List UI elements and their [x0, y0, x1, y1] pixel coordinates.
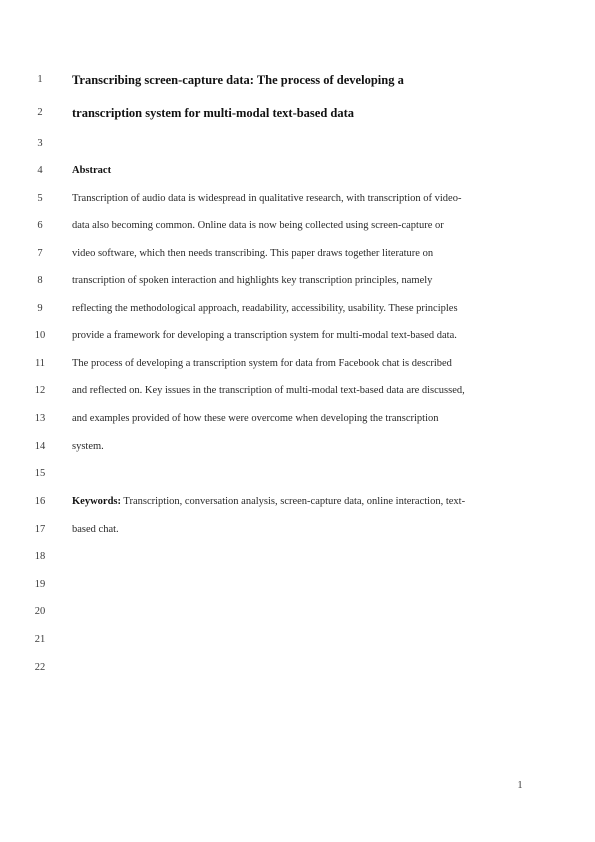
abstract-line: video software, which then needs transcribing. This paper draws together literature on — [72, 248, 434, 259]
line-number: 13 — [34, 413, 46, 424]
manuscript-line — [0, 72, 595, 88]
manuscript-line — [0, 328, 595, 344]
abstract-line: transcription of spoken interaction and highlights key transcription principles, namely — [72, 275, 433, 286]
line-number: 21 — [34, 634, 46, 645]
page-number: 1 — [517, 780, 523, 791]
line-number: 3 — [37, 138, 43, 149]
manuscript-line — [0, 105, 595, 121]
line-number: 10 — [34, 330, 46, 341]
manuscript-line — [0, 383, 595, 399]
manuscript-line — [0, 356, 595, 372]
manuscript-line — [0, 632, 595, 648]
keywords-line: based chat. — [72, 524, 119, 535]
line-number: 7 — [37, 248, 43, 259]
manuscript-line — [0, 273, 595, 289]
manuscript-line — [0, 522, 595, 538]
line-number: 14 — [34, 441, 46, 452]
abstract-line: reflecting the methodological approach, readability, accessibility, usability. These principles — [72, 303, 458, 314]
paper-title-line-2: transcription system for multi-modal text-based data — [72, 106, 355, 120]
manuscript-line — [0, 411, 595, 427]
abstract-line: and reflected on. Key issues in the transcription of multi-modal text-based data are discussed, — [72, 385, 465, 396]
manuscript-line — [0, 549, 595, 565]
line-number: 12 — [34, 385, 46, 396]
line-number: 1 — [37, 74, 43, 85]
keywords-line: Transcription, conversation analysis, screen-capture data, online interaction, text- — [121, 496, 466, 507]
manuscript-line — [0, 577, 595, 593]
line-number: 20 — [34, 606, 46, 617]
manuscript-line — [0, 246, 595, 262]
abstract-line: provide a framework for developing a transcription system for multi-modal text-based data. — [72, 330, 457, 341]
line-number: 8 — [37, 275, 43, 286]
abstract-line: Transcription of audio data is widespread in qualitative research, with transcription of video- — [72, 193, 462, 204]
abstract-line: and examples provided of how these were overcome when developing the transcription — [72, 413, 439, 424]
paper-title-line-1: Transcribing screen-capture data: The process of developing a — [72, 73, 404, 87]
line-number: 9 — [37, 303, 43, 314]
manuscript-line — [0, 439, 595, 455]
line-number: 22 — [34, 662, 46, 673]
manuscript-line — [0, 136, 595, 152]
manuscript-line — [0, 191, 595, 207]
keywords-label: Keywords: — [72, 496, 121, 507]
abstract-line: data also becoming common. Online data is now being collected using screen-capture or — [72, 220, 444, 231]
abstract-heading: Abstract — [72, 165, 112, 176]
manuscript-line — [0, 604, 595, 620]
line-number: 16 — [34, 496, 46, 507]
keywords — [72, 494, 532, 510]
manuscript-line — [0, 660, 595, 676]
line-number: 18 — [34, 551, 46, 562]
line-number: 6 — [37, 220, 43, 231]
line-number: 11 — [34, 358, 46, 369]
line-number: 2 — [37, 107, 43, 118]
line-number: 17 — [34, 524, 46, 535]
manuscript-line — [0, 301, 595, 317]
line-number: 5 — [37, 193, 43, 204]
line-number: 4 — [37, 165, 43, 176]
line-number: 15 — [34, 468, 46, 479]
abstract-line: system. — [72, 441, 104, 452]
line-number: 19 — [34, 579, 46, 590]
abstract-line: The process of developing a transcription system for data from Facebook chat is described — [72, 358, 452, 369]
manuscript-line — [0, 466, 595, 482]
manuscript-line — [0, 163, 595, 179]
manuscript-line — [0, 218, 595, 234]
manuscript-line — [0, 494, 595, 510]
